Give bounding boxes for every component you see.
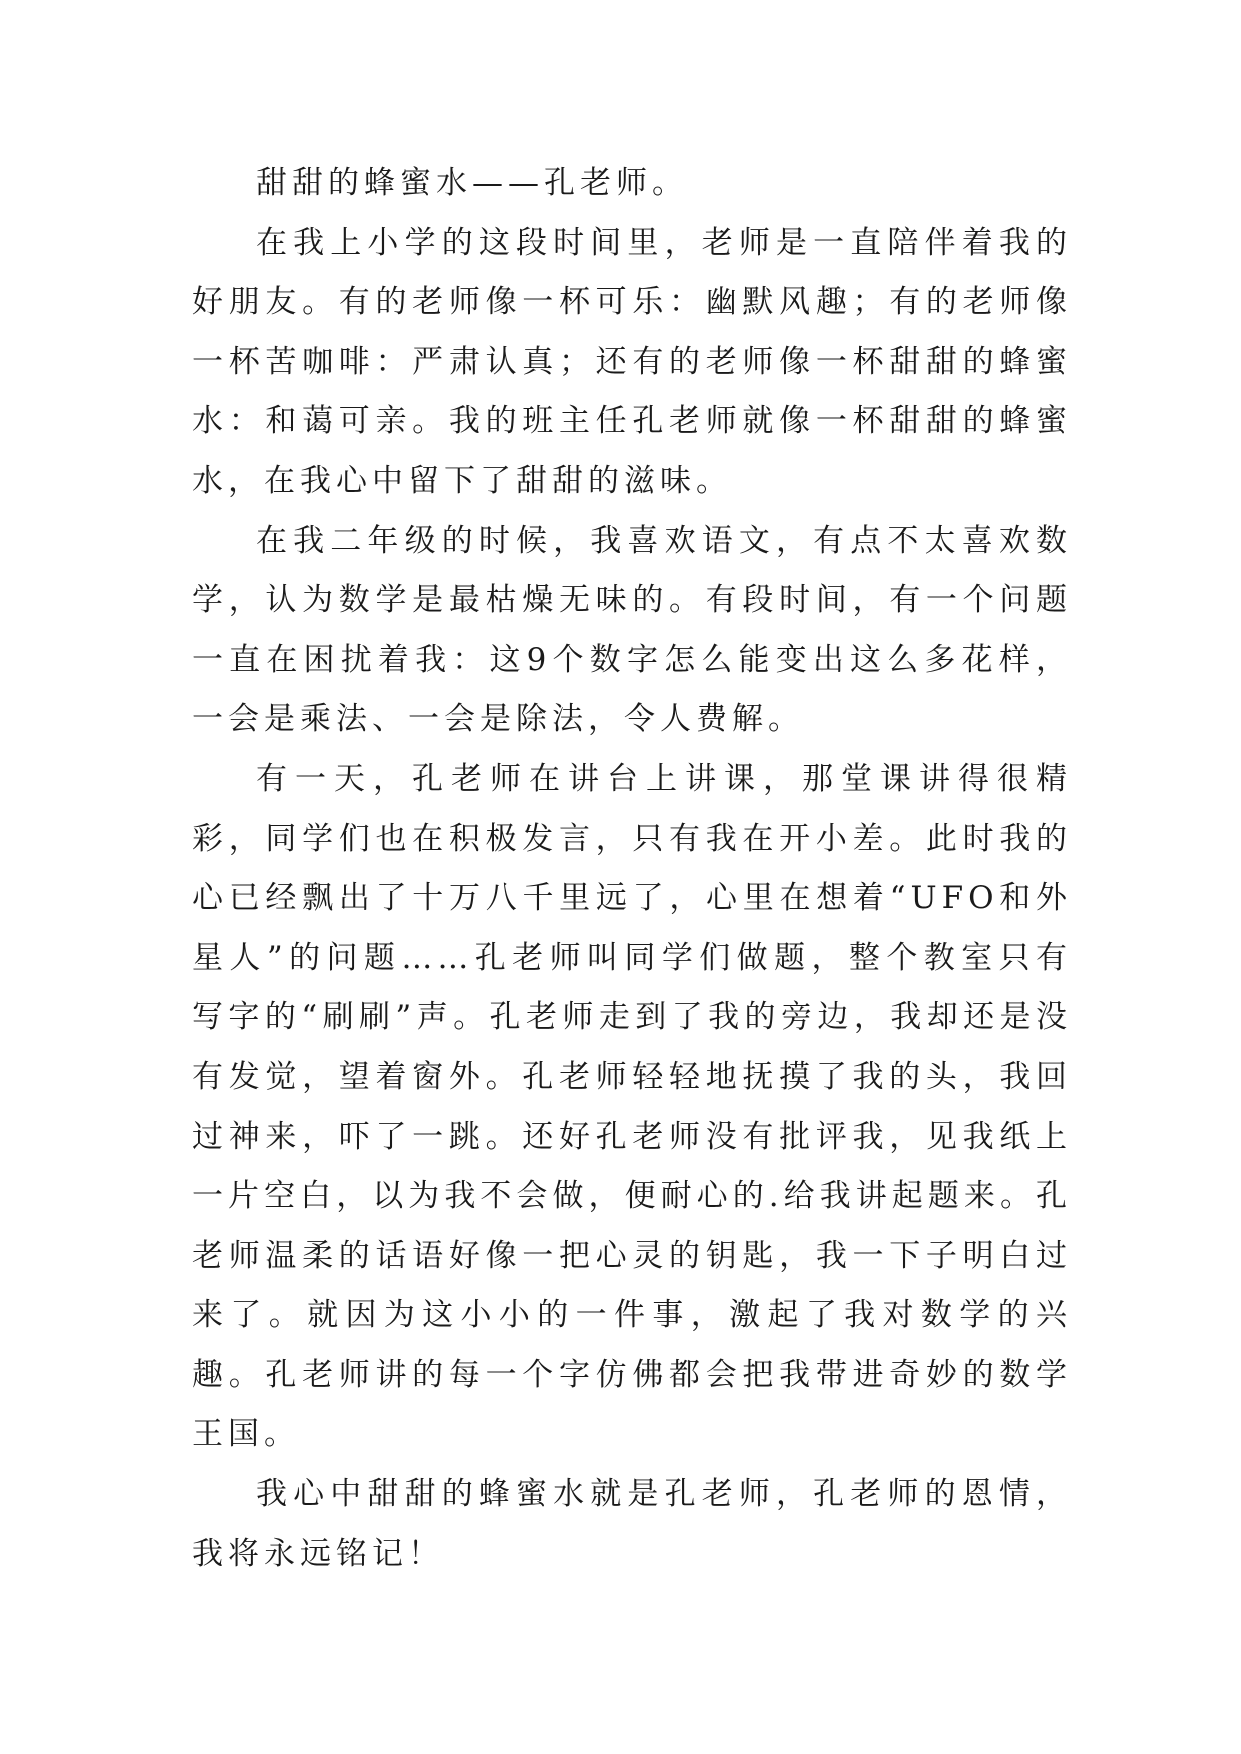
paragraph-3: 有一天，孔老师在讲台上讲课，那堂课讲得很精彩，同学们也在积极发言，只有我在开小差。此时我的心已经飘出了十万八千里远了，心里在想着“UFO和外星人”的问题……孔老师叫同学们做题，整个教室只有写字的“刷刷”声。孔老师走到了我的旁边，我却还是没有发觉，望着窗外。孔老师轻轻地抚摸了我的头，我回过神来，吓了一跳。还好孔老师没有批评我，见我纸上一片空白，以为我不会做，便耐心的.给我讲起题来。孔老师温柔的话语好像一把心灵的钥匙，我一下子明白过来了。就因为这小小的一件事，激起了我对数学的兴趣。孔老师讲的每一个字仿佛都会把我带进奇妙的数学王国。	[192, 760, 1072, 1453]
paragraph-2: 在我二年级的时候，我喜欢语文，有点不太喜欢数学，认为数学是最枯燥无味的。有段时间，有一个问题一直在困扰着我：这9个数字怎么能变出这么多花样，一会是乘法、一会是除法，令人费解。	[192, 522, 1072, 738]
document-title: 甜甜的蜂蜜水——孔老师。	[256, 165, 688, 201]
paragraph-4: 我心中甜甜的蜂蜜水就是孔老师，孔老师的恩情，我将永远铭记！	[192, 1476, 1072, 1572]
paragraph-1: 在我上小学的这段时间里，老师是一直陪伴着我的好朋友。有的老师像一杯可乐：幽默风趣；有的老师像一杯苦咖啡：严肃认真；还有的老师像一杯甜甜的蜂蜜水：和蔼可亲。我的班主任孔老师就像一杯甜甜的蜂蜜水，在我心中留下了甜甜的滋味。	[192, 224, 1072, 499]
document-body	[192, 154, 1072, 1584]
